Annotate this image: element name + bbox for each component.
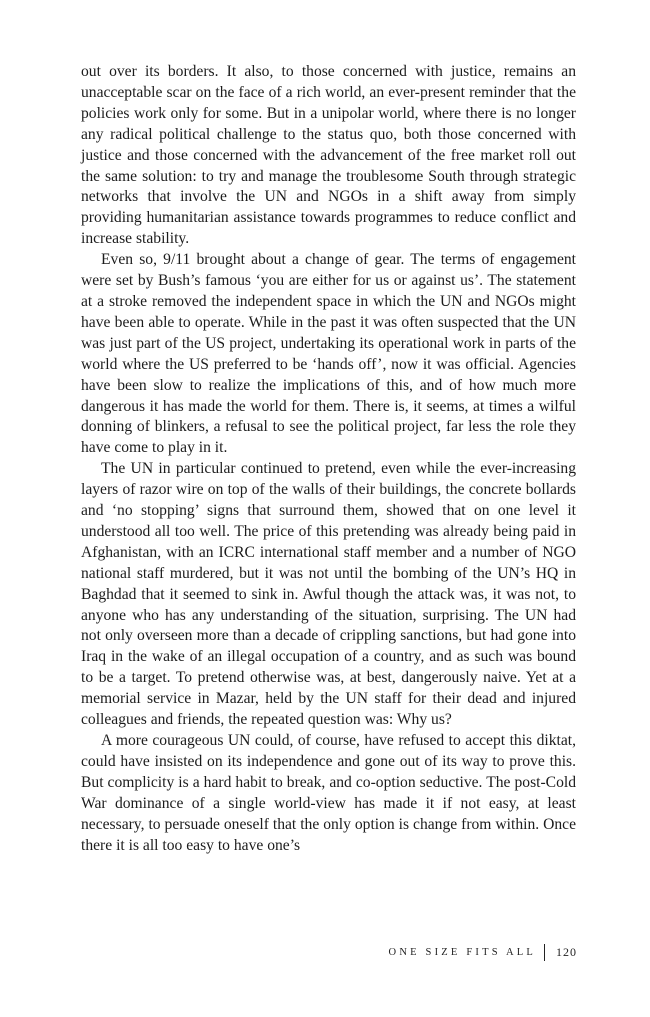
page-footer: [389, 944, 577, 961]
paragraph-4: A more courageous UN could, of course, have refused to accept this diktat, could have insisted on its independence and gone out of its way to prove this. But complicity is a hard habit to break, and co-option seductive. The post-Cold War dominance of a single world-view has made it if not easy, at least necessary, to persuade oneself that the only option is change from within. Once there it is all too easy to have one’s: [81, 732, 576, 854]
running-title: ONE SIZE FITS ALL: [388, 947, 536, 958]
page-number: 120: [556, 945, 577, 959]
footer-divider: [544, 944, 545, 961]
paragraph-2: Even so, 9/11 brought about a change of gear. The terms of engagement were set by Bush’s famous ‘you are either for us or against us’. The statement at a stroke removed the independent space in which the UN and NGOs might have been able to operate. While in the past it was often suspected that the UN was just part of the US project, undertaking its operational work in parts of the world where the US preferred to be ‘hands off’, now it was official. Agencies have been slow to realize the implications of this, and of how much more dangerous it has made the world for them. There is, it seems, at times a wilful donning of blinkers, a refusal to see the political project, far less the role they have come to play in it.: [81, 251, 576, 457]
body-text: [81, 62, 576, 856]
paragraph-3: The UN in particular continued to pretend, even while the ever-increasing layers of razor wire on top of the walls of their buildings, the concrete bollards and ‘no stopping’ signs that surround them, showed that on one level it understood all too well. The price of this pretending was already being paid in Afghanistan, with an ICRC international staff member and a number of NGO national staff murdered, but it was not until the bombing of the UN’s HQ in Baghdad that it seemed to sink in. Awful though the attack was, it was not, to anyone who has any understanding of the situation, surprising. The UN had not only overseen more than a decade of crippling sanctions, but had gone into Iraq in the wake of an illegal occupation of a country, and as such was bound to be a target. To pretend otherwise was, at best, dangerously naive. Yet at a memorial service in Mazar, held by the UN staff for their dead and injured colleagues and friends, the repeated question was: Why us?: [81, 460, 576, 729]
paragraph-1: out over its borders. It also, to those concerned with justice, remains an unacceptable scar on the face of a rich world, an ever-present reminder that the policies work only for some. But in a unipolar world, where there is no longer any radical political challenge to the status quo, both those concerned with justice and those concerned with the advancement of the free market roll out the same solution: to try and manage the troublesome South through strategic networks that involve the UN and NGOs in a shift away from simply providing humanitarian assistance towards programmes to reduce conflict and increase stability.: [81, 63, 576, 248]
